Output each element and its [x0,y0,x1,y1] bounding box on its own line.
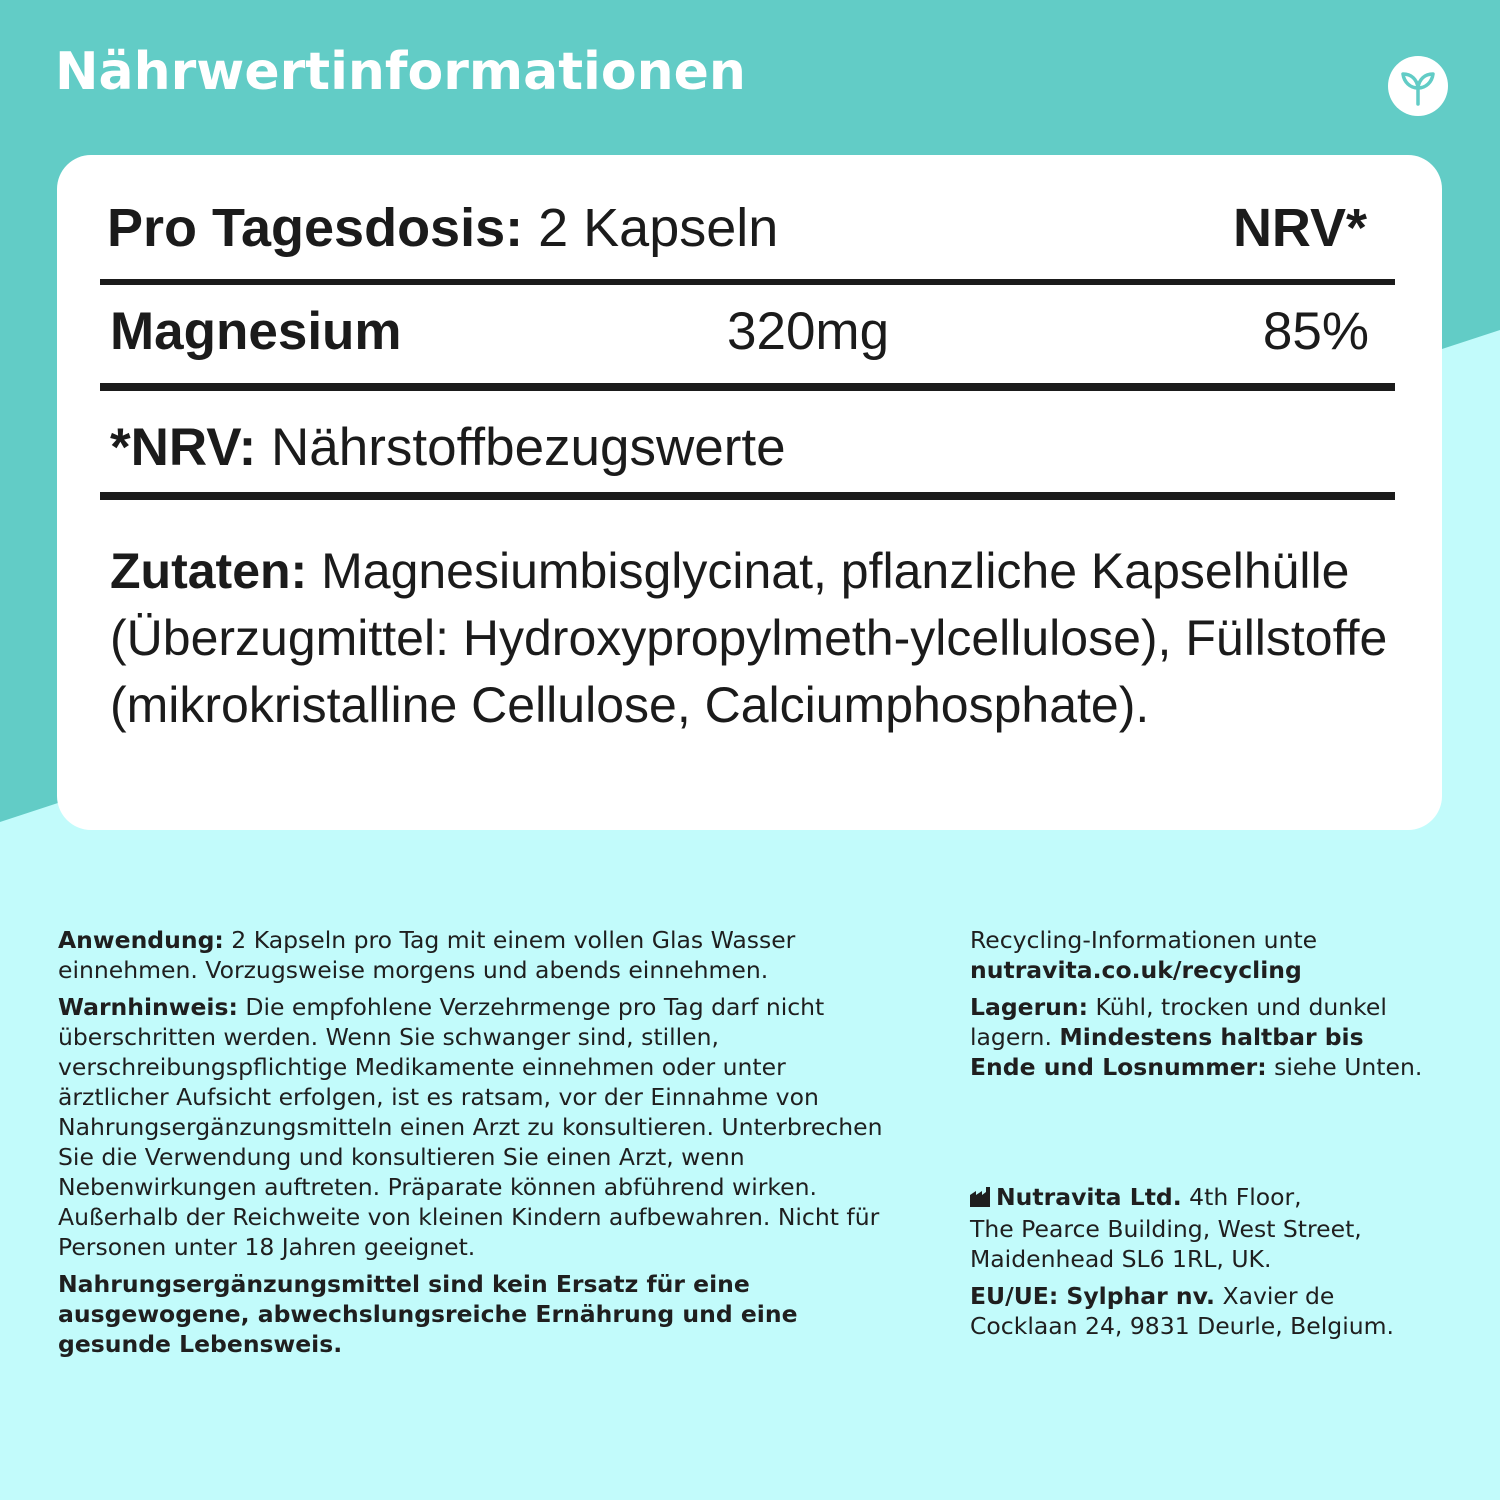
eu-paragraph [970,1281,1430,1341]
footnote-label: *NRV: [110,418,257,477]
eu-address-1: Xavier de [1222,1282,1335,1310]
bestbefore-label: Mindestens haltbar bis Ende und Losnummer: [970,1023,1364,1081]
divider [100,383,1395,391]
eu-address-2: Cocklaan 24, 9831 Deurle, Belgium. [970,1312,1394,1340]
usage-text: 2 Kapseln pro Tag mit einem vollen Glas Wasser einnehmen. Vorzugsweise morgens und abends einnehmen. [58,926,796,984]
nrv-header: NRV* [1232,198,1367,258]
warning-paragraph [58,992,903,1262]
warning-text: Die empfohlene Verzehrmenge pro Tag darf nicht überschritten werden. Wenn Sie schwanger sind, stillen, verschreibungspflichtige Medikamente einnehmen oder unter ärztlicher Aufsicht erfolgen, ist es ratsam, vor der Einnahme von Nahrungsergänzungsmitteln einen Arzt zu konsultieren. Unterbrechen Sie die Verwendung und konsultieren Sie einen Arzt, wenn Nebenwirkungen auftreten. Präparate können abführend wirken. Außerhalb der Reichweite von kleinen Kindern aufbewahren. Nicht für Personen unter 18 Jahren geeignet. [58,993,883,1261]
serving-value: 2 Kapseln [538,198,779,258]
company-name: Nutravita Ltd. [996,1183,1182,1211]
footnote-row [110,417,786,478]
right-info [970,925,1430,1348]
leaf-icon [1388,56,1448,116]
nutrition-card [57,155,1442,830]
eu-label: EU/UE: Sylphar nv. [970,1282,1215,1310]
recycling-text: Recycling-Informationen unte [970,926,1318,954]
company-address-2: The Pearce Building, West Street, [970,1215,1362,1243]
divider [100,492,1395,500]
nutrient-amount: 320mg [727,302,890,361]
warning-label: Warnhinweis: [58,993,238,1021]
ingredients [110,538,1390,739]
recycling-paragraph [970,925,1430,985]
storage-label: Lagerun: [970,993,1089,1021]
storage-paragraph [970,992,1430,1082]
ingredients-text: Magnesiumbisglycinat, pflanzliche Kapselhülle (Überzugmittel: Hydroxypropylmeth-ylcellulose), Füllstoffe (mikrokristalline Cellulose, Calciumphosphate). [110,543,1388,733]
company-paragraph [970,1182,1430,1274]
recycling-link[interactable]: nutravita.co.uk/recycling [970,956,1302,984]
usage-label: Anwendung: [58,926,224,954]
nutrient-nrv: 85% [1262,302,1369,361]
company-address-3: Maidenhead SL6 1RL, UK. [970,1245,1272,1273]
usage-paragraph [58,925,903,985]
company-address-1: 4th Floor, [1189,1183,1302,1211]
divider [100,279,1395,285]
bestbefore-text: siehe Unten. [1274,1053,1423,1081]
footnote-text: Nährstoffbezugswerte [271,418,786,477]
factory-icon [970,1184,992,1214]
serving-label: Pro Tagesdosis: [107,198,524,258]
disclaimer: Nahrungsergänzungsmittel sind kein Ersatz für eine ausgewogene, abwechslungsreiche Ernährung und eine gesunde Lebensweis. [58,1270,798,1358]
nutrient-name: Magnesium [110,302,402,361]
storage-text: Kühl, trocken und dunkel lagern. [970,993,1387,1051]
serving-row [107,197,778,259]
ingredients-label: Zutaten: [110,543,308,599]
left-info [58,925,903,1366]
page-title: Nährwertinformationen [55,42,746,102]
